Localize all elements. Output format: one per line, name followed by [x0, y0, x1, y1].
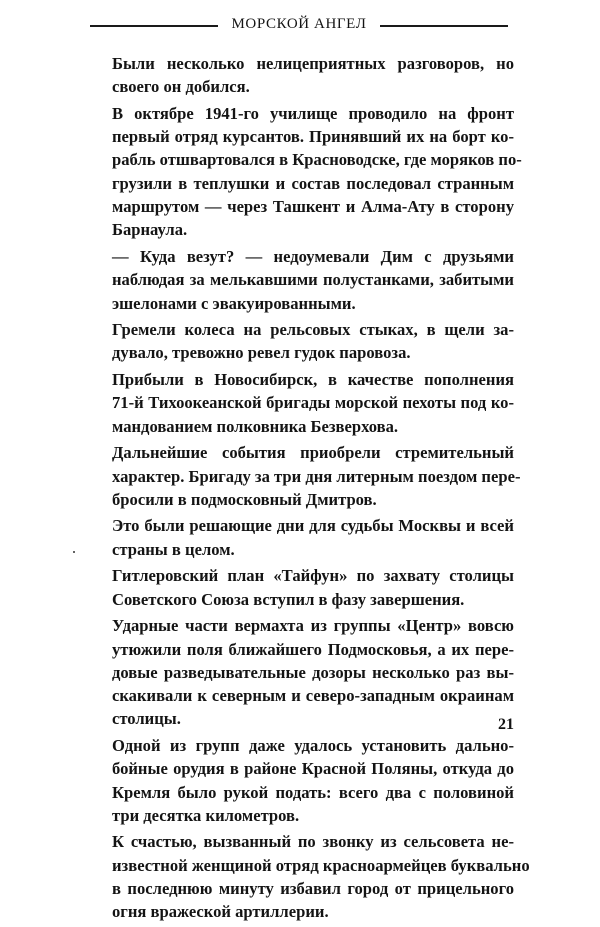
text-line: известной женщиной отряд красноармейцев буквально [112, 855, 530, 875]
page-number: 21 [498, 716, 514, 733]
text-line: огня вражеской артиллерии. [112, 902, 329, 922]
paragraph [88, 441, 521, 511]
text-line: Прибыли в Новосибирск, в качестве пополнения [112, 370, 514, 390]
scan-speck [73, 551, 75, 553]
text-line: — Куда везут? — недоумевали Дим с друзьями [112, 246, 514, 266]
paragraph [88, 564, 514, 611]
text-line: Кремля было рукой подать: всего два с половиной [112, 782, 514, 802]
text-line: Это были решающие дни для судьбы Москвы и всей [112, 516, 514, 536]
header-rule-left [90, 25, 218, 27]
text-line: скакивали к северным и северо-западным окраинам [112, 686, 514, 706]
text-line: маршрутом — через Ташкент и Алма-Ату в сторону [112, 197, 514, 217]
paragraph [88, 734, 514, 827]
text-line: наблюдая за мелькавшими полустанками, забитыми [112, 270, 514, 290]
paragraph [88, 102, 522, 242]
text-line: первый отряд курсантов. Принявший их на борт ко- [112, 127, 514, 147]
paragraph [88, 245, 514, 315]
text-line: в последнюю минуту избавил город от прицельного [112, 879, 514, 899]
text-line: рабль отшвартовался в Красноводске, где моряков по- [112, 150, 522, 170]
text-line: утюжили поля ближайшего Подмосковья, а их пере- [112, 639, 514, 659]
text-line: бойные орудия в районе Красной Поляны, откуда до [112, 759, 514, 779]
text-line: страны в целом. [112, 539, 235, 559]
paragraph [88, 52, 514, 99]
text-line: довые разведывательные дозоры несколько раз вы- [112, 662, 514, 682]
text-line: эшелонами с эвакуированными. [112, 293, 356, 313]
paragraph [88, 830, 530, 923]
text-line: Ударные части вермахта из группы «Центр» вовсю [112, 616, 514, 636]
text-line: характер. Бригаду за три дня литерным поездом пере- [112, 466, 521, 486]
text-line: 71-й Тихоокеанской бригады морской пехоты под ко- [112, 393, 514, 413]
text-line: Советского Союза вступил в фазу завершения. [112, 589, 465, 609]
text-line: Одной из групп даже удалось установить дально- [112, 735, 514, 755]
text-line: Были несколько нелицеприятных разговоров, но [112, 54, 514, 73]
text-line: В октябре 1941-го училище проводило на фронт [112, 103, 514, 123]
text-line: Дальнейшие события приобрели стремительный [112, 443, 514, 463]
text-line: столицы. [112, 709, 181, 729]
text-line: своего он добился. [112, 77, 250, 97]
text-line: бросили в подмосковный Дмитров. [112, 489, 377, 509]
text-line: грузили в теплушки и состав последовал странным [112, 173, 514, 193]
paragraph [88, 514, 514, 561]
header-rule-right [380, 25, 508, 27]
text-line: Барнаула. [112, 220, 188, 240]
text-line: Гремели колеса на рельсовых стыках, в щели за- [112, 320, 514, 340]
paragraph [88, 318, 514, 365]
text-line: К счастью, вызванный по звонку из сельсовета не- [112, 832, 514, 852]
text-line: мандованием полковника Безверхова. [112, 416, 399, 436]
paragraph [88, 614, 514, 730]
paragraph [88, 368, 514, 438]
text-line: Гитлеровский план «Тайфун» по захвату столицы [112, 566, 514, 586]
body-text [88, 52, 530, 927]
running-header [0, 13, 600, 37]
text-line: дувало, тревожно ревел гудок паровоза. [112, 343, 411, 363]
running-title: МОРСКОЙ АНГЕЛ [231, 16, 367, 32]
text-line: три десятка километров. [112, 805, 300, 825]
